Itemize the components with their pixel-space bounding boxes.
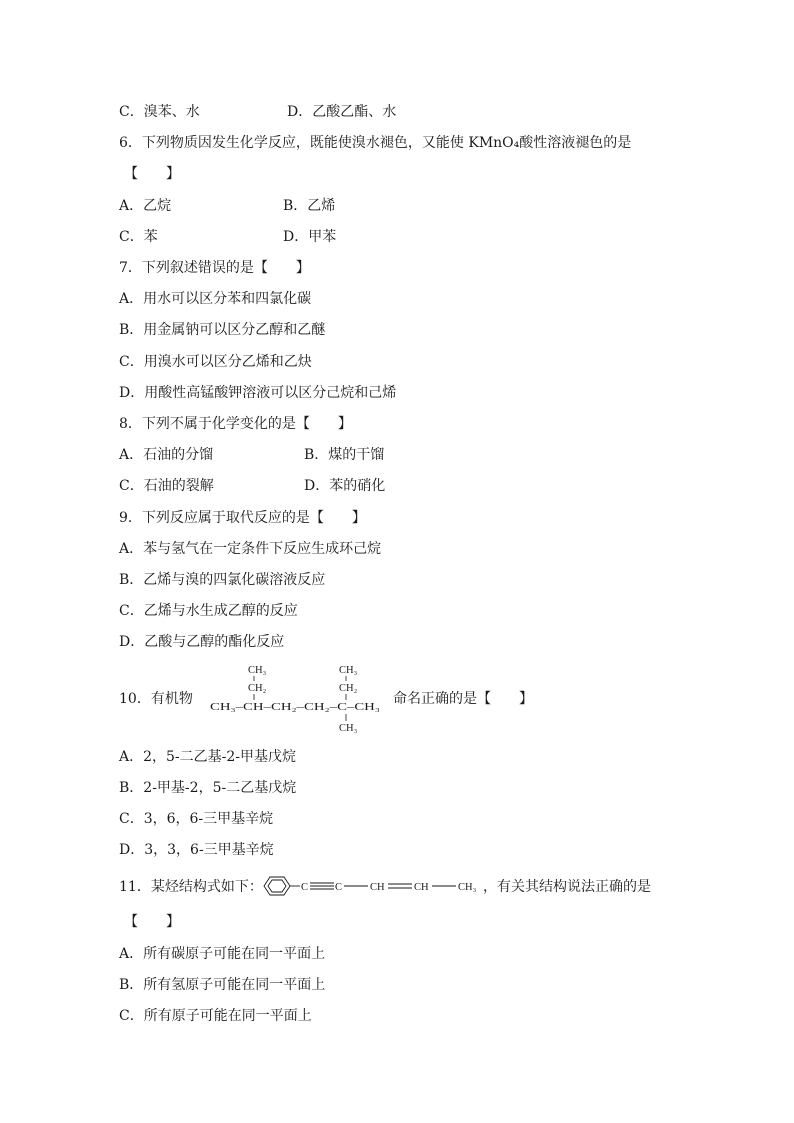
q10-option-b: B．2-甲基-2，5-二乙基戊烷 [119, 780, 297, 796]
q7-option-c: C．用溴水可以区分乙烯和乙炔 [119, 354, 312, 370]
q10-ch3-bottom: CH₃ [339, 723, 358, 734]
q11-stem-post: ，有关其结构说法正确的是 [483, 879, 651, 895]
q11-option-b: B．所有氢原子可能在同一平面上 [119, 977, 326, 993]
q5-option-c: C．溴苯、水 [119, 104, 200, 120]
q8-stem: 8．下列不属于化学变化的是【 】 [119, 416, 352, 432]
q11-ch-a: CH [370, 882, 385, 893]
q11-stem-pre: 11．某烃结构式如下： [119, 879, 263, 895]
q7-option-b: B．用金属钠可以区分乙醇和乙醚 [119, 322, 326, 338]
q7-stem: 7．下列叙述错误的是【 】 [119, 260, 310, 276]
q6-option-a: A．乙烷 [119, 198, 172, 214]
q6-option-c: C．苯 [119, 229, 158, 245]
q10-stem-post: 命名正确的是【 】 [393, 691, 533, 707]
q11-option-a: A．所有碳原子可能在同一平面上 [119, 946, 326, 962]
q6-stem: 6．下列物质因发生化学反应，既能使溴水褪色，又能使 KMnO₄酸性溶液褪色的是 [119, 135, 632, 151]
q10-ch3-top-right: CH₃ [339, 665, 358, 676]
q9-option-c: C．乙烯与水生成乙醇的反应 [119, 603, 298, 619]
q11-c-atom-1: C [301, 882, 309, 893]
q8-option-b: B．煤的干馏 [304, 447, 385, 463]
q11-answer-bracket: 【 】 [124, 914, 180, 930]
q6-option-d: D．甲苯 [283, 229, 337, 245]
q5-option-d: D．乙酸乙酯、水 [287, 104, 397, 120]
q8-option-c: C．石油的裂解 [119, 478, 214, 494]
benzene-inner-ring-icon [268, 880, 286, 892]
q10-option-c: C．3，6，6-三甲基辛烷 [119, 811, 274, 827]
q9-option-d: D．乙酸与乙醇的酯化反应 [119, 634, 285, 650]
q9-option-a: A．苯与氢气在一定条件下反应生成环己烷 [119, 541, 382, 557]
q10-option-d: D．3，3，6-三甲基辛烷 [119, 842, 274, 858]
q7-option-a: A．用水可以区分苯和四氯化碳 [119, 291, 312, 307]
q9-stem: 9．下列反应属于取代反应的是【 】 [119, 510, 366, 526]
q9-option-b: B．乙烯与溴的四氯化碳溶液反应 [119, 572, 326, 588]
q6-option-b: B．乙烯 [283, 198, 336, 214]
q11-option-c: C．所有原子可能在同一平面上 [119, 1008, 312, 1024]
q10-main-chain: CH₃–CH–CH₂–CH₂–C–CH₃ [210, 702, 381, 713]
q6-answer-bracket: 【 】 [124, 166, 180, 182]
q11-structural-formula [258, 873, 484, 899]
q10-structural-formula [208, 660, 388, 736]
q7-option-d: D．用酸性高锰酸钾溶液可以区分己烷和己烯 [119, 385, 397, 401]
q11-ch-b: CH [414, 882, 429, 893]
q10-stem-pre: 10．有机物 [119, 691, 193, 707]
q10-option-a: A．2，5-二乙基-2-甲基戊烷 [119, 749, 297, 765]
q11-ch3: CH₃ [458, 882, 477, 893]
q10-ch3-top-left: CH₃ [248, 665, 267, 676]
q8-option-a: A．石油的分馏 [119, 447, 214, 463]
q10-ch2-left: CH₂ [248, 683, 267, 694]
q10-ch2-right: CH₂ [339, 683, 358, 694]
q11-c-atom-2: C [335, 882, 343, 893]
q8-option-d: D．苯的硝化 [304, 478, 386, 494]
